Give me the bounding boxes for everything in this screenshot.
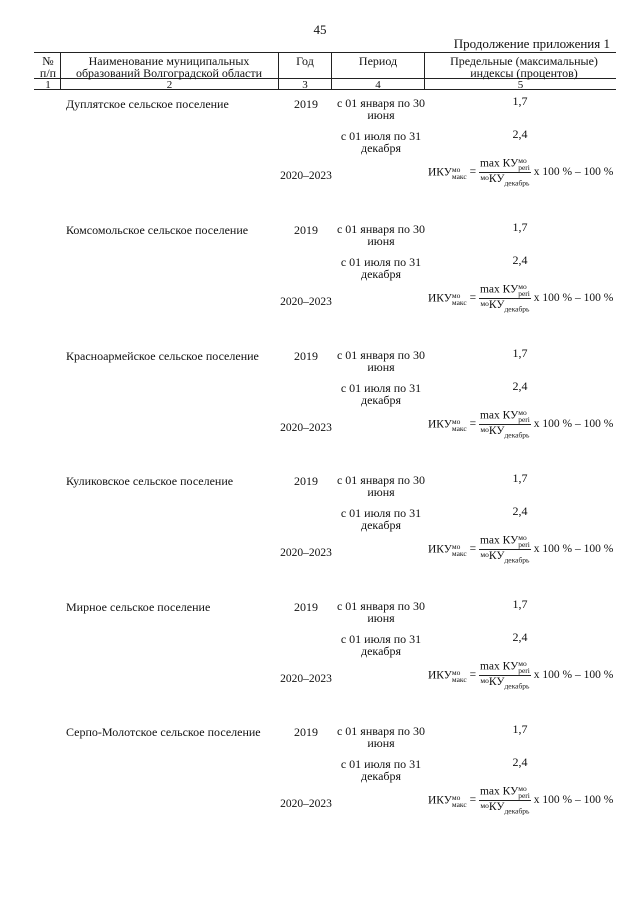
formula-numerator — [479, 409, 531, 425]
formula-lhs-sup: мо — [451, 667, 461, 677]
year-range: 2020–2023 — [280, 296, 332, 308]
index-formula — [428, 660, 613, 691]
period-second-half: с 01 июля по 31 декабря — [340, 632, 422, 658]
formula-den-sup: мо — [480, 173, 489, 182]
formula-lhs-sup: мо — [451, 290, 461, 300]
index-formula — [428, 157, 613, 188]
formula-lhs-indices — [452, 669, 467, 683]
index-formula — [428, 785, 613, 816]
formula-equals: = — [469, 543, 477, 556]
formula-den-sup: мо — [480, 425, 489, 434]
formula-lhs-sup: мо — [451, 792, 461, 802]
index-value-second-half: 2,4 — [512, 755, 528, 769]
formula-num-sup: мо — [518, 533, 527, 542]
formula-lhs-sup: мо — [451, 164, 461, 174]
municipality-name: Мирное сельское поселение — [66, 600, 211, 614]
formula-denominator — [479, 550, 531, 565]
formula-numerator — [479, 785, 531, 801]
formula-tail: х 100 % – 100 % — [533, 794, 614, 807]
formula-fraction — [479, 785, 531, 816]
formula-lhs-indices — [452, 166, 467, 180]
year-range: 2020–2023 — [280, 422, 332, 434]
period-second-half: с 01 июля по 31 декабря — [340, 129, 422, 155]
formula-equals: = — [469, 669, 477, 682]
formula-lhs — [428, 166, 467, 180]
formula-num-symbol: max КУ — [479, 157, 519, 170]
year-2019: 2019 — [294, 349, 318, 363]
index-value-second-half: 2,4 — [512, 504, 528, 518]
formula-equals: = — [469, 794, 477, 807]
index-formula — [428, 534, 613, 565]
formula-fraction — [479, 283, 531, 314]
period-first-half: с 01 января по 30 июня — [336, 473, 426, 499]
period-first-half: с 01 января по 30 июня — [336, 348, 426, 374]
year-2019: 2019 — [294, 97, 318, 111]
formula-tail: х 100 % – 100 % — [533, 292, 614, 305]
formula-den-sub: декабрь — [504, 555, 530, 565]
index-value-first-half: 1,7 — [512, 94, 528, 108]
formula-num-sup: мо — [518, 659, 527, 668]
formula-lhs-sup: мо — [451, 541, 461, 551]
header-col-period: Период — [358, 54, 398, 68]
formula-lhs — [428, 292, 467, 306]
period-first-half: с 01 января по 30 июня — [336, 222, 426, 248]
formula-lhs-symbol: ИКУ — [428, 166, 452, 179]
index-formula — [428, 409, 613, 440]
header-col-number: № п/п — [39, 54, 57, 80]
formula-den-sup: мо — [480, 801, 489, 810]
formula-denominator — [479, 801, 531, 816]
formula-lhs — [428, 794, 467, 808]
header-num-5: 5 — [517, 79, 524, 91]
formula-tail: х 100 % – 100 % — [533, 166, 614, 179]
formula-den-sub: декабрь — [504, 178, 530, 188]
formula-num-sub: peri — [518, 415, 530, 424]
index-value-first-half: 1,7 — [512, 722, 528, 736]
formula-num-sub: peri — [518, 163, 530, 172]
formula-den-sub: декабрь — [504, 430, 530, 440]
year-2019: 2019 — [294, 725, 318, 739]
index-value-second-half: 2,4 — [512, 127, 528, 141]
formula-equals: = — [469, 292, 477, 305]
period-second-half: с 01 июля по 31 декабря — [340, 381, 422, 407]
formula-tail: х 100 % – 100 % — [533, 669, 614, 682]
formula-num-indices — [518, 534, 530, 548]
formula-lhs-indices — [452, 418, 467, 432]
formula-lhs — [428, 543, 467, 557]
formula-den-symbol: КУ — [488, 801, 505, 813]
page-number: 45 — [313, 22, 327, 37]
header-num-2: 2 — [166, 79, 173, 91]
formula-num-sub: peri — [518, 540, 530, 549]
formula-den-symbol: КУ — [488, 425, 505, 437]
formula-den-symbol: КУ — [488, 299, 505, 311]
formula-fraction — [479, 157, 531, 188]
formula-equals: = — [469, 166, 477, 179]
header-col-indices: Предельные (максимальные) индексы (процентов) — [450, 54, 598, 80]
index-value-first-half: 1,7 — [512, 220, 528, 234]
formula-den-sub: декабрь — [504, 806, 530, 816]
period-first-half: с 01 января по 30 июня — [336, 724, 426, 750]
period-second-half: с 01 июля по 31 декабря — [340, 506, 422, 532]
formula-num-indices — [518, 660, 530, 674]
formula-num-symbol: max КУ — [479, 409, 519, 422]
header-col-name: Наименование муниципальных образований Волгоградской области — [75, 54, 263, 80]
index-value-first-half: 1,7 — [512, 597, 528, 611]
table-header — [34, 52, 616, 90]
formula-num-indices — [518, 283, 530, 297]
formula-lhs-sub: макс — [451, 799, 467, 809]
year-range: 2020–2023 — [280, 547, 332, 559]
formula-numerator — [479, 660, 531, 676]
formula-num-symbol: max КУ — [479, 660, 519, 673]
formula-lhs-symbol: ИКУ — [428, 794, 452, 807]
formula-num-sub: peri — [518, 791, 530, 800]
index-value-first-half: 1,7 — [512, 346, 528, 360]
formula-den-sup: мо — [480, 550, 489, 559]
year-range: 2020–2023 — [280, 798, 332, 810]
formula-fraction — [479, 660, 531, 691]
period-first-half: с 01 января по 30 июня — [336, 599, 426, 625]
continuation-label: Продолжение приложения 1 — [453, 36, 610, 51]
formula-denominator — [479, 425, 531, 440]
formula-num-indices — [518, 157, 530, 171]
municipality-name: Комсомольское сельское поселение — [66, 223, 249, 237]
index-value-second-half: 2,4 — [512, 379, 528, 393]
header-num-1: 1 — [45, 79, 51, 91]
formula-denominator — [479, 676, 531, 691]
index-value-second-half: 2,4 — [512, 630, 528, 644]
formula-num-symbol: max КУ — [479, 283, 519, 296]
period-second-half: с 01 июля по 31 декабря — [340, 255, 422, 281]
period-first-half: с 01 января по 30 июня — [336, 96, 426, 122]
formula-numerator — [479, 157, 531, 173]
index-value-first-half: 1,7 — [512, 471, 528, 485]
formula-numerator — [479, 534, 531, 550]
index-value-second-half: 2,4 — [512, 253, 528, 267]
year-range: 2020–2023 — [280, 170, 332, 182]
formula-fraction — [479, 534, 531, 565]
formula-den-sup: мо — [480, 299, 489, 308]
formula-lhs — [428, 669, 467, 683]
year-2019: 2019 — [294, 474, 318, 488]
year-2019: 2019 — [294, 600, 318, 614]
formula-denominator — [479, 173, 531, 188]
formula-num-symbol: max КУ — [479, 534, 519, 547]
formula-fraction — [479, 409, 531, 440]
formula-lhs-symbol: ИКУ — [428, 669, 452, 682]
formula-lhs-sub: макс — [451, 423, 467, 433]
formula-tail: х 100 % – 100 % — [533, 418, 614, 431]
formula-den-sup: мо — [480, 676, 489, 685]
period-second-half: с 01 июля по 31 декабря — [340, 757, 422, 783]
formula-equals: = — [469, 418, 477, 431]
formula-lhs-symbol: ИКУ — [428, 292, 452, 305]
formula-lhs-sub: макс — [451, 674, 467, 684]
formula-num-indices — [518, 409, 530, 423]
formula-lhs-sub: макс — [451, 171, 467, 181]
formula-lhs — [428, 418, 467, 432]
formula-lhs-symbol: ИКУ — [428, 418, 452, 431]
formula-lhs-sup: мо — [451, 416, 461, 426]
formula-den-symbol: КУ — [488, 550, 505, 562]
header-col-year: Год — [296, 54, 314, 68]
index-formula — [428, 283, 613, 314]
formula-den-symbol: КУ — [488, 676, 505, 688]
formula-num-sup: мо — [518, 408, 527, 417]
header-num-4: 4 — [375, 79, 381, 91]
formula-num-sup: мо — [518, 282, 527, 291]
municipality-name: Красноармейское сельское поселение — [66, 349, 259, 363]
formula-num-sup: мо — [518, 156, 527, 165]
formula-numerator — [479, 283, 531, 299]
formula-num-sub: peri — [518, 666, 530, 675]
year-2019: 2019 — [294, 223, 318, 237]
formula-lhs-indices — [452, 292, 467, 306]
municipality-name: Серпо-Молотское сельское поселение — [66, 725, 261, 739]
formula-num-indices — [518, 785, 530, 799]
formula-lhs-indices — [452, 543, 467, 557]
municipality-name: Куликовское сельское поселение — [66, 474, 234, 488]
formula-num-sub: peri — [518, 289, 530, 298]
formula-num-symbol: max КУ — [479, 785, 519, 798]
municipality-name: Дуплятское сельское поселение — [66, 97, 229, 111]
formula-lhs-sub: макс — [451, 548, 467, 558]
formula-lhs-symbol: ИКУ — [428, 543, 452, 556]
header-num-3: 3 — [302, 79, 308, 91]
formula-lhs-indices — [452, 794, 467, 808]
formula-den-sub: декабрь — [504, 304, 530, 314]
formula-den-symbol: КУ — [488, 173, 505, 185]
formula-den-sub: декабрь — [504, 681, 530, 691]
formula-denominator — [479, 299, 531, 314]
formula-lhs-sub: макс — [451, 297, 467, 307]
header-top-line — [34, 52, 616, 53]
year-range: 2020–2023 — [280, 673, 332, 685]
formula-tail: х 100 % – 100 % — [533, 543, 614, 556]
formula-num-sup: мо — [518, 784, 527, 793]
